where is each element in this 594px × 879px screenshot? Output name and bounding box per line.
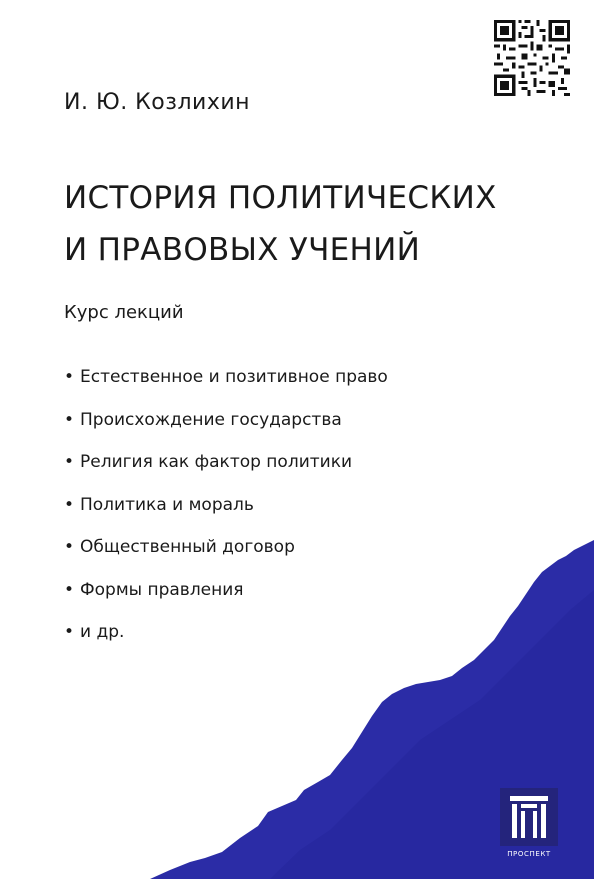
topics-list [64,366,388,664]
qr-code-icon [494,20,570,96]
topic-text: Политика и мораль [80,494,254,515]
topic-item [64,579,388,622]
topic-item [64,409,388,452]
topic-item [64,621,388,664]
topic-text: Общественный договор [80,537,295,557]
author-name: И. Ю. Козлихин [64,90,251,115]
topic-text: Религия как фактор политики [80,452,353,472]
subtitle: Курс лекций [64,302,184,323]
title-line-2: И ПРАВОВЫХ УЧЕНИЙ [64,232,421,268]
topic-text: Происхождение государства [80,409,342,430]
topic-item [64,494,388,537]
topic-text: и др. [80,622,125,642]
topic-item [64,536,388,579]
book-title [64,172,497,276]
bullet: • [64,452,75,472]
bullet: • [64,367,75,387]
bullet: • [64,537,75,557]
publisher-logo-icon [500,788,558,846]
topic-item [64,451,388,494]
bullet: • [64,622,75,642]
bullet: • [64,409,75,430]
bullet: • [64,494,75,515]
title-line-1: ИСТОРИЯ ПОЛИТИЧЕСКИХ [64,180,497,216]
topic-text: Формы правления [80,579,244,600]
topic-item [64,366,388,409]
topic-text: Естественное и позитивное право [80,367,388,387]
publisher-name: ПРОСПЕКТ [507,850,551,858]
bullet: • [64,579,75,600]
